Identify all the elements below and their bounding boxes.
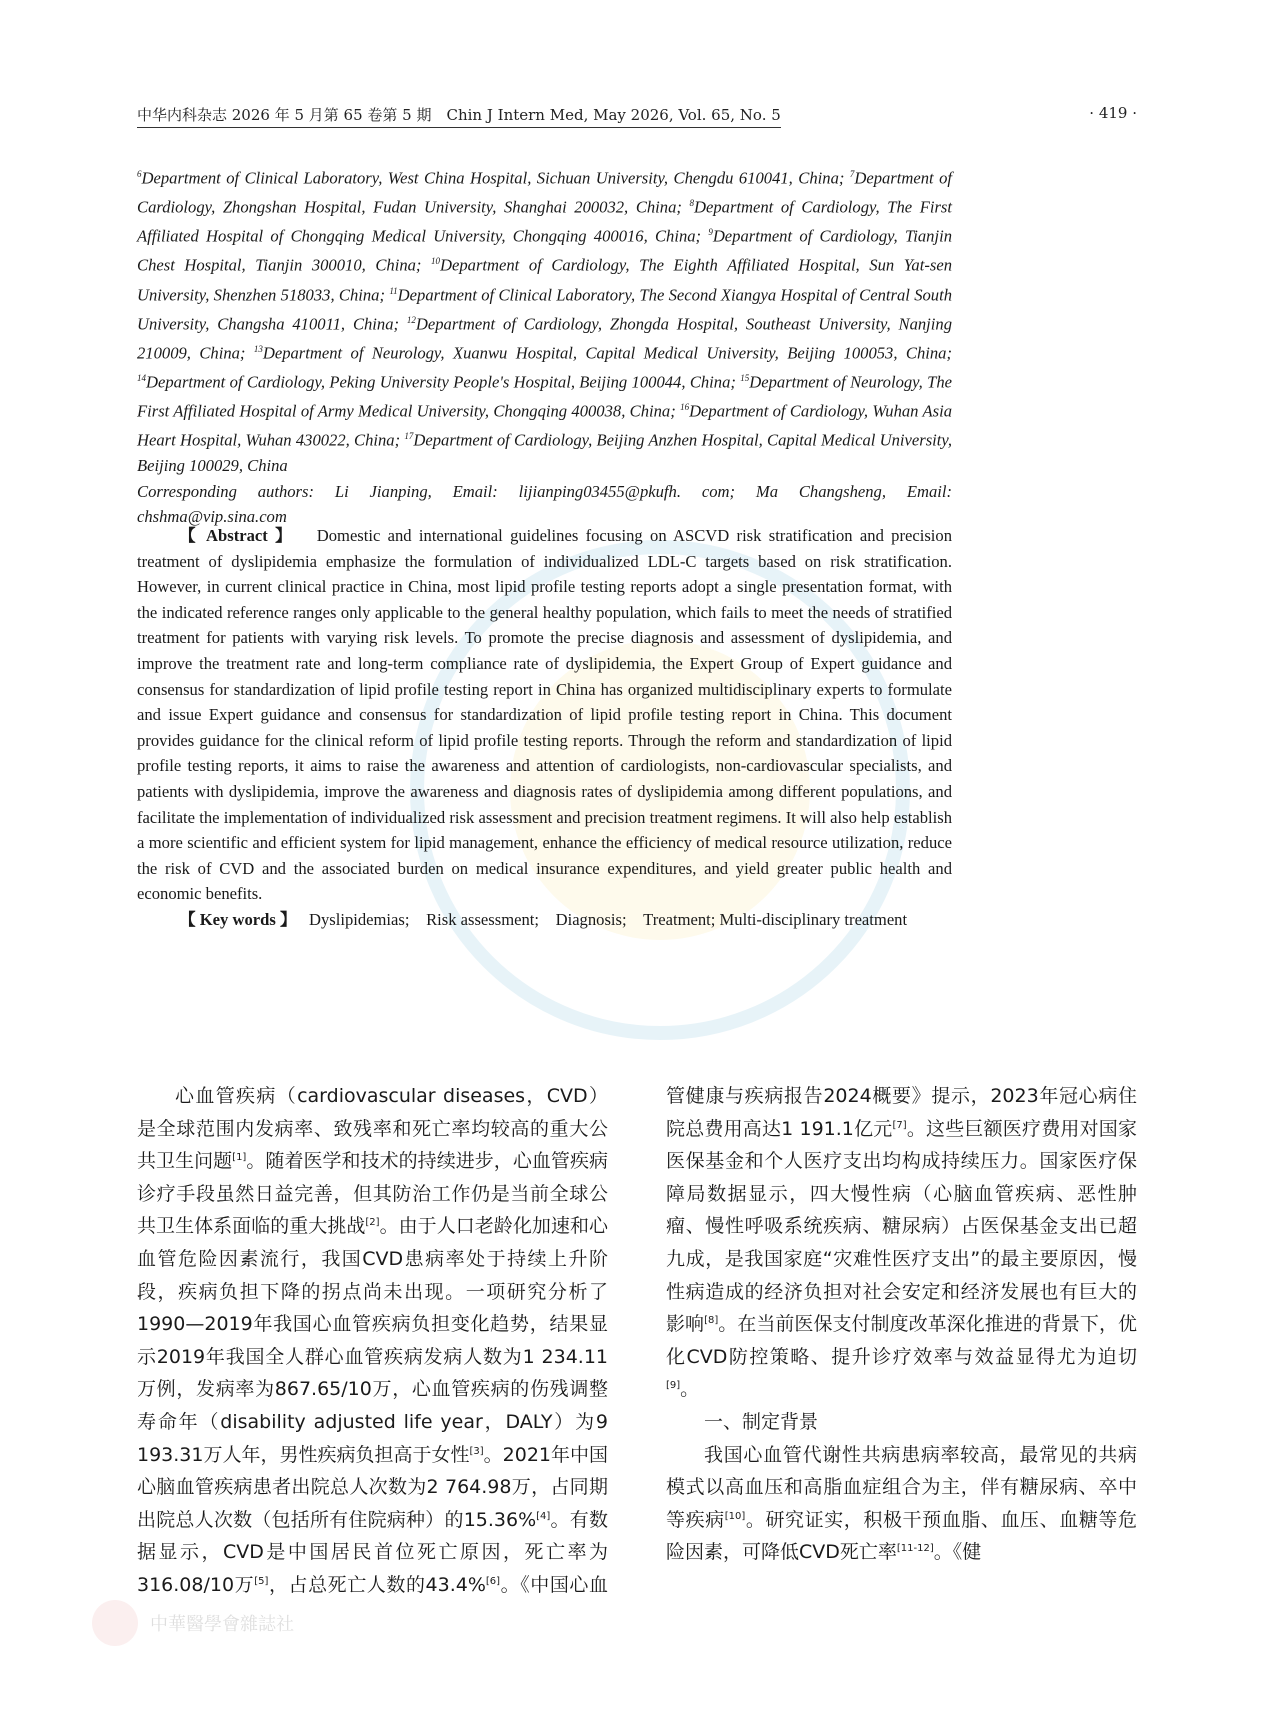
publisher-name: 中華醫學會雜誌社	[150, 1614, 294, 1635]
affiliation-text: Department of Cardiology, The First Affiliated Hospital of Chongqing Medical University, Chongqing 400016, China;	[137, 197, 952, 246]
section-heading: 一、制定背景	[704, 1410, 819, 1433]
affiliation-number: 16	[680, 402, 690, 412]
body-text-run: 。研究证实，积极干预血脂、血压、血糖等危险因素，可降低CVD死亡率	[666, 1508, 1137, 1564]
abstract-block	[137, 523, 952, 933]
citation-ref: [5]	[254, 1575, 269, 1587]
page-number: · 419 ·	[1089, 104, 1137, 122]
affiliation-number: 15	[740, 372, 750, 383]
affiliation-number: 9	[708, 227, 713, 238]
body-text-run: 。随着医学和技术的持续进步，心血管疾病诊疗手段虽然日益完善，但其防治工作仍是当前全球公共卫生体系面临的重大挑战	[137, 1150, 608, 1238]
citation-ref: [11-12]	[896, 1543, 934, 1555]
citation-ref: [8]	[704, 1315, 719, 1327]
affiliation-number: 7	[849, 169, 855, 179]
affiliation-text: Department of Clinical Laboratory, West China Hospital, Sichuan University, Chengdu 610041, China;	[141, 168, 850, 188]
body-text-run: ，占总死亡人数的43.4%	[268, 1573, 486, 1596]
affiliation-number: 13	[253, 343, 263, 354]
citation-ref: [3]	[469, 1445, 484, 1457]
citation-ref: [6]	[485, 1575, 501, 1587]
affiliation-number: 17	[404, 431, 414, 442]
abstract-label: 【 Abstract 】	[179, 526, 295, 545]
affiliation-number: 14	[137, 372, 146, 383]
body-text-run: 。	[680, 1378, 700, 1401]
body-text-run: 我国心血管代谢性共病患病率较高，最常见的共病模式以高血压和高脂血症组合为主，伴有糖尿病、卒中等疾病	[666, 1443, 1137, 1531]
affiliation-number: 11	[389, 285, 398, 296]
keywords-text: Dyslipidemias; Risk assessment; Diagnosis; Treatment; Multi-disciplinary treatment	[309, 909, 908, 929]
affiliation-text: Department of Clinical Laboratory, The Second Xiangya Hospital of Central South University, Changsha 410011, China;	[137, 285, 952, 334]
affiliation-number: 6	[137, 169, 142, 179]
affiliation-text: Department of Cardiology, Tianjin Chest Hospital, Tianjin 300010, China;	[137, 226, 952, 275]
body-text-run: 心血管疾病（cardiovascular diseases，CVD）是全球范围内发病率、致残率和死亡率均较高的重大公共卫生问题	[137, 1085, 608, 1173]
keywords-label: 【 Key words 】	[179, 909, 297, 929]
running-header	[137, 104, 1137, 128]
affiliation-text: Department of Cardiology, Wuhan Asia Heart Hospital, Wuhan 430022, China;	[137, 401, 952, 450]
abstract-paragraph	[137, 523, 952, 907]
abstract-text: Domestic and international guidelines focusing on ASCVD risk stratification and precision treatment of dyslipidemia emphasize the formulation of individualized LDL-C targets based on risk stratification. However, in current clinical practice in China, most lipid profile testing reports adopt a single presentation format, with the indicated reference ranges only applicable to the general healthy population, which fails to meet the needs of stratified treatment for patients with varying risk levels. To promote the precise diagnosis and assessment of dyslipidemia, and improve the treatment rate and long-term compliance rate of dyslipidemia, the Expert Group of Expert guidance and consensus for standardization of lipid profile testing report in China has organized multidisciplinary experts to formulate and issue Expert guidance and consensus for standardization of lipid profile testing report in China. This document provides guidance for the clinical reform of lipid profile testing reports. Through the reform and standardization of lipid profile testing reports, it aims to raise the awareness and attention of cardiologists, non-cardiovascular specialists, and patients with dyslipidemia, improve the awareness and diagnosis rates of dyslipidemia among different populations, and facilitate the implementation of individualized risk assessment and precision treatment regimens. It will also help establish a more scientific and efficient system for lipid management, enhance the efficiency of medical resource utilization, reduce the risk of CVD and the associated burden on medical insurance expenditures, and yield greater public health and economic benefits.	[137, 526, 952, 904]
citation-ref: [9]	[666, 1380, 681, 1392]
body-text	[137, 1080, 1137, 1620]
body-paragraph	[666, 1439, 1137, 1569]
affiliation-text: Department of Neurology, The First Affiliated Hospital of Army Medical University, Chongqing 400038, China;	[137, 372, 953, 421]
affiliation-text: Department of Cardiology, Zhongda Hospital, Southeast University, Nanjing 210009, China;	[137, 314, 952, 363]
affiliation-text: Department of Neurology, Xuanwu Hospital, Capital Medical University, Beijing 100053, China;	[262, 343, 952, 363]
body-text-run: 。这些巨额医疗费用对国家医保基金和个人医疗支出均构成持续压力。国家医疗保障局数据显示，四大慢性病（心脑血管疾病、恶性肿瘤、慢性呼吸系统疾病、糖尿病）占医保基金支出已超九成，是我国家庭“灾难性医疗支出”的最主要原因，慢性病造成的经济负担对社会安定和经济发展也有巨大的影响	[666, 1117, 1137, 1336]
citation-ref: [7]	[892, 1119, 907, 1131]
affiliation-text: Department of Cardiology, Beijing Anzhen Hospital, Capital Medical University, Beijing 100029, China	[137, 430, 953, 476]
affiliation-number: 10	[431, 256, 441, 267]
journal-citation: 中华内科杂志 2026 年 5 月第 65 卷第 5 期 Chin J Intern Med, May 2026, Vol. 65, No. 5	[137, 104, 781, 128]
citation-ref: [2]	[365, 1217, 380, 1229]
keywords-paragraph	[137, 907, 952, 933]
body-text-run: 。由于人口老龄化加速和心血管危险因素流行，我国CVD患病率处于持续上升阶段，疾病负担下降的拐点尚未出现。一项研究分析了1990—2019年我国心血管疾病负担变化趋势，结果显示2019年我国全人群心血管疾病发病人数为1 234.11万例，发病率为867.65/10万，心血管疾病的伤残调整寿命年（disability adjusted life year，DALY）为9 193.31万人年，男性疾病负担高于女性	[137, 1215, 608, 1466]
body-text-run: 。《健	[933, 1541, 982, 1564]
citation-ref: [10]	[724, 1510, 746, 1522]
body-text-run: 。2021年中国心脑血管疾病患者出院总人次数为2 764.98万，占同期出院总人次数（包括所有住院病种）的15.36%	[137, 1443, 609, 1531]
corresponding-authors: Corresponding authors: Li Jianping, Email: lijianping03455@pkufh. com; Ma Changsheng, Email: chshma@vip.sina.com	[137, 481, 952, 527]
citation-ref: [4]	[536, 1510, 551, 1522]
affiliation-text: Department of Cardiology, The Eighth Affiliated Hospital, Sun Yat-sen University, Shenzhen 518033, China;	[137, 255, 952, 305]
affiliation-number: 8	[689, 198, 695, 209]
body-text-run: 。《中国心血管健康与疾病报告2024概要》提示，2023年冠心病住院总费用高达1 191.1亿元	[500, 1085, 1137, 1596]
publisher-logo-icon	[92, 1600, 138, 1646]
affiliation-text: Department of Cardiology, Zhongshan Hospital, Fudan University, Shanghai 200032, China;	[137, 168, 952, 217]
affiliations-block	[137, 162, 952, 530]
affiliation-list	[137, 162, 952, 479]
body-text-run: 。有数据显示，CVD是中国居民首位死亡原因，死亡率为316.08/10万	[137, 1508, 608, 1596]
body-text-run: 。在当前医保支付制度改革深化推进的背景下，优化CVD防控策略、提升诊疗效率与效益显得尤为迫切	[666, 1313, 1137, 1368]
affiliation-text: Department of Cardiology, Peking University People's Hospital, Beijing 100044, China;	[146, 372, 741, 392]
citation-ref: [1]	[232, 1152, 247, 1164]
affiliation-number: 12	[406, 314, 416, 325]
